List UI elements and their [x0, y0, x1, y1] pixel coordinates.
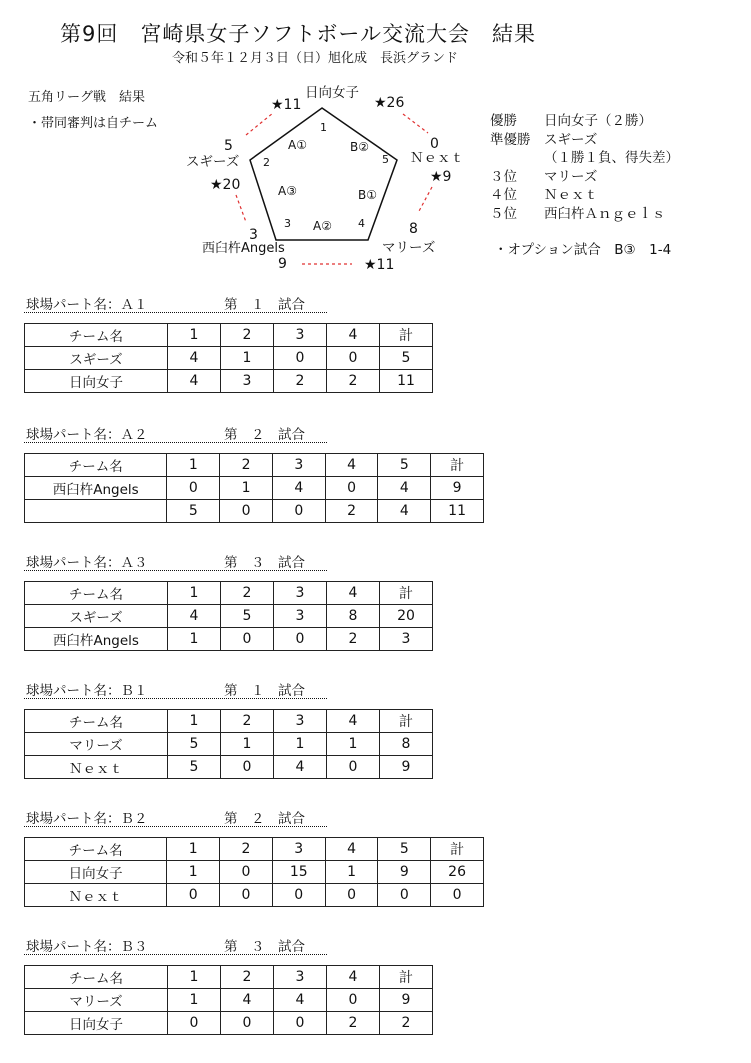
game-number: 第 １ 試合	[224, 297, 305, 313]
table-row	[25, 605, 433, 628]
standing-rank: 準優勝	[490, 131, 531, 148]
game-number: 第 １ 試合	[224, 683, 305, 699]
standing-team: 西臼杵Ａｎｇｅｌｓ	[544, 205, 666, 222]
total-cell: 2	[380, 1012, 433, 1035]
table-row	[25, 884, 484, 907]
team-cell: 日向女子	[25, 1012, 168, 1035]
score-cell: 0	[221, 756, 274, 779]
header-cell: 2	[220, 454, 273, 477]
corner-number-4: 4	[358, 217, 365, 230]
total-cell: 26	[431, 861, 484, 884]
header-cell: 計	[380, 582, 433, 605]
header-cell: チーム名	[25, 454, 167, 477]
score-cell: 1	[327, 733, 380, 756]
team-top: 日向女子	[305, 85, 359, 101]
standing-rank: 優勝	[490, 113, 517, 129]
total-cell: 5	[380, 347, 433, 370]
dash-right-top	[403, 114, 428, 133]
total-cell: 9	[380, 989, 433, 1012]
team-cell: マリーズ	[25, 733, 168, 756]
score-cell: 3	[221, 370, 274, 393]
score-cell: 4	[378, 500, 431, 523]
field-name: 球場パート名：Ｂ２	[26, 811, 148, 827]
score-cell: 4	[221, 989, 274, 1012]
score-cell: 0	[220, 884, 273, 907]
header-cell: 3	[274, 324, 327, 347]
header-cell: 1	[167, 454, 220, 477]
team-cell: 日向女子	[25, 370, 168, 393]
star-bottom: ★11	[364, 257, 395, 273]
score-cell: 2	[274, 370, 327, 393]
team-cell: スギーズ	[25, 347, 168, 370]
header-cell: 1	[168, 324, 221, 347]
score-cell: 0	[274, 347, 327, 370]
score-cell: 9	[378, 861, 431, 884]
page-title: 第9回 宮崎県女子ソフトボール交流大会 結果	[60, 22, 536, 46]
team-cell: 西臼杵Angels	[25, 477, 167, 500]
header-cell: 計	[380, 966, 433, 989]
team-cell: Ｎｅｘｔ	[25, 756, 168, 779]
star-right: ★9	[430, 169, 452, 185]
score-cell: 0	[325, 477, 378, 500]
total-cell: 9	[380, 756, 433, 779]
header-cell: 1	[168, 582, 221, 605]
header-cell: 5	[378, 454, 431, 477]
table-row	[25, 756, 433, 779]
header-cell: 計	[380, 710, 433, 733]
table-header-row	[25, 454, 484, 477]
header-cell: 2	[221, 324, 274, 347]
table-row	[25, 500, 484, 523]
standing-rank: ５位	[490, 205, 517, 222]
game-section-b1	[24, 678, 484, 779]
header-cell: チーム名	[25, 582, 168, 605]
header-cell: 2	[221, 966, 274, 989]
score-cell: 0	[272, 500, 325, 523]
score-cell: 2	[325, 500, 378, 523]
score-cell: 0	[272, 884, 325, 907]
header-cell: 2	[220, 838, 273, 861]
score-cell: 4	[274, 989, 327, 1012]
standing-rank	[490, 149, 544, 168]
standing-row	[490, 168, 679, 187]
corner-number-1: 1	[320, 121, 327, 134]
game-section-a1	[24, 292, 484, 393]
header-cell: チーム名	[25, 966, 168, 989]
score-cell: 4	[168, 370, 221, 393]
standing-rank: ４位	[490, 187, 517, 203]
score-cell: 0	[274, 1012, 327, 1035]
team-cell: スギーズ	[25, 605, 168, 628]
total-cell: 8	[380, 733, 433, 756]
score-cell: 4	[378, 477, 431, 500]
field-name: 球場パート名：Ｂ３	[26, 939, 148, 955]
team-cell: 西臼杵Angels	[25, 628, 168, 651]
game-section-b2	[24, 806, 484, 907]
game-header	[24, 934, 327, 955]
score-cell: 0	[221, 628, 274, 651]
team-cell: Ｎｅｘｔ	[25, 884, 167, 907]
score-table	[24, 965, 433, 1035]
header-cell: チーム名	[25, 838, 167, 861]
header-cell: 計	[431, 454, 484, 477]
game-header	[24, 292, 327, 313]
score-cell: 1	[221, 733, 274, 756]
score-cell: 4	[168, 347, 221, 370]
header-cell: チーム名	[25, 324, 168, 347]
game-header	[24, 678, 327, 699]
star-top-right: ★26	[374, 95, 405, 111]
field-label-a2: A②	[313, 219, 332, 233]
table-row	[25, 370, 433, 393]
standing-team: Ｎｅｘｔ	[544, 187, 598, 203]
game-number: 第 ３ 試合	[224, 939, 305, 955]
total-cell: 11	[380, 370, 433, 393]
game-header	[24, 422, 327, 443]
score-right-bottom: 8	[409, 221, 418, 237]
score-cell: 0	[327, 756, 380, 779]
score-cell: 0	[220, 861, 273, 884]
table-row	[25, 347, 433, 370]
field-name: 球場パート名：Ａ１	[26, 297, 148, 313]
table-row	[25, 628, 433, 651]
score-cell: 4	[272, 477, 325, 500]
header-cell: 3	[274, 966, 327, 989]
standing-team: スギーズ	[544, 131, 598, 148]
score-table	[24, 453, 484, 523]
header-cell: 1	[168, 710, 221, 733]
table-row	[25, 733, 433, 756]
header-cell: 1	[167, 838, 220, 861]
score-left-bottom: 3	[249, 227, 258, 243]
score-cell: 5	[167, 500, 220, 523]
score-cell: 5	[168, 756, 221, 779]
game-number: 第 ３ 試合	[224, 555, 305, 571]
option-game: ・オプション試合 B③ 1-4	[494, 242, 672, 258]
total-cell: 0	[431, 884, 484, 907]
header-cell: 1	[168, 966, 221, 989]
header-cell: 3	[274, 710, 327, 733]
table-header-row	[25, 710, 433, 733]
table-header-row	[25, 966, 433, 989]
score-cell: 8	[327, 605, 380, 628]
table-row	[25, 477, 484, 500]
score-cell: 1	[168, 989, 221, 1012]
total-cell: 3	[380, 628, 433, 651]
score-cell: 0	[220, 500, 273, 523]
score-table	[24, 709, 433, 779]
league-title: 五角リーグ戦 結果	[28, 90, 146, 105]
score-cell: 0	[325, 884, 378, 907]
standing-team: 日向女子（２勝）	[544, 113, 652, 129]
score-cell: 0	[327, 989, 380, 1012]
score-cell: 0	[378, 884, 431, 907]
score-cell: 1	[220, 477, 273, 500]
game-number: 第 ２ 試合	[224, 811, 305, 827]
header-cell: 2	[221, 582, 274, 605]
score-cell: 1	[167, 861, 220, 884]
header-cell: 4	[325, 454, 378, 477]
table-header-row	[25, 324, 433, 347]
team-cell	[25, 500, 167, 523]
game-number: 第 ２ 試合	[224, 427, 305, 443]
score-cell: 0	[167, 477, 220, 500]
score-cell: 0	[167, 884, 220, 907]
standing-rank: ３位	[490, 168, 517, 185]
score-cell: 2	[327, 370, 380, 393]
header-cell: 4	[327, 966, 380, 989]
game-section-a3	[24, 550, 484, 651]
table-row	[25, 989, 433, 1012]
score-cell: 3	[274, 605, 327, 628]
corner-number-2: 2	[263, 156, 270, 169]
dash-left	[236, 195, 246, 222]
game-section-b3	[24, 934, 484, 1035]
score-bottom: 9	[278, 256, 287, 272]
score-right-top: 0	[430, 136, 439, 152]
star-left: ★20	[210, 177, 241, 193]
field-label-a1: A①	[288, 138, 307, 152]
team-cell: 日向女子	[25, 861, 167, 884]
score-cell: 5	[168, 733, 221, 756]
game-header	[24, 806, 327, 827]
score-cell: 0	[221, 1012, 274, 1035]
score-cell: 5	[221, 605, 274, 628]
standing-team: （１勝１負、得失差）	[544, 150, 679, 166]
game-section-a2	[24, 422, 484, 523]
event-date-venue: 令和５年１２月３日（日）旭化成 長浜グランド	[172, 51, 459, 66]
team-cell: マリーズ	[25, 989, 168, 1012]
star-top-left: ★11	[271, 97, 302, 113]
team-bottom-right: マリーズ	[382, 240, 436, 256]
field-label-a3: A③	[278, 184, 297, 198]
field-name: 球場パート名：Ａ３	[26, 555, 148, 571]
score-table	[24, 581, 433, 651]
corner-number-5: 5	[382, 153, 389, 166]
team-bottom-left: 西臼杵Angels	[202, 241, 285, 256]
score-cell: 0	[274, 628, 327, 651]
table-row	[25, 861, 484, 884]
table-header-row	[25, 838, 484, 861]
total-cell: 11	[431, 500, 484, 523]
final-standings	[490, 112, 679, 223]
standing-row	[490, 112, 679, 131]
score-cell: 15	[272, 861, 325, 884]
score-table	[24, 837, 484, 907]
total-cell: 20	[380, 605, 433, 628]
standing-row	[490, 131, 679, 150]
dash-left-top	[246, 113, 273, 135]
umpire-note: ・帯同審判は自チーム	[28, 116, 159, 131]
header-cell: 計	[380, 324, 433, 347]
header-cell: 3	[272, 838, 325, 861]
header-cell: 計	[431, 838, 484, 861]
header-cell: 3	[274, 582, 327, 605]
header-cell: 4	[327, 582, 380, 605]
corner-number-3: 3	[284, 217, 291, 230]
header-cell: 4	[327, 710, 380, 733]
table-row	[25, 1012, 433, 1035]
score-cell: 1	[325, 861, 378, 884]
table-header-row	[25, 582, 433, 605]
score-cell: 2	[327, 628, 380, 651]
total-cell: 9	[431, 477, 484, 500]
header-cell: 3	[272, 454, 325, 477]
score-cell: 1	[274, 733, 327, 756]
field-name: 球場パート名：Ａ２	[26, 427, 148, 443]
score-cell: 4	[274, 756, 327, 779]
header-cell: 2	[221, 710, 274, 733]
dash-right	[418, 187, 432, 213]
field-name: 球場パート名：Ｂ１	[26, 683, 148, 699]
header-cell: 4	[325, 838, 378, 861]
standing-row	[490, 205, 679, 224]
score-cell: 0	[168, 1012, 221, 1035]
score-cell: 2	[327, 1012, 380, 1035]
header-cell: チーム名	[25, 710, 168, 733]
standing-team: マリーズ	[544, 168, 598, 185]
score-cell: 0	[327, 347, 380, 370]
standing-row	[490, 186, 679, 205]
header-cell: 4	[327, 324, 380, 347]
score-cell: 4	[168, 605, 221, 628]
game-header	[24, 550, 327, 571]
score-cell: 1	[168, 628, 221, 651]
team-left: スギーズ	[186, 154, 240, 170]
score-table	[24, 323, 433, 393]
score-left-top: 5	[224, 138, 233, 154]
header-cell: 5	[378, 838, 431, 861]
score-cell: 1	[221, 347, 274, 370]
field-label-b1: B①	[358, 188, 377, 202]
standing-row	[490, 149, 679, 168]
field-label-b2: B②	[350, 140, 369, 154]
team-right: Ｎｅｘｔ	[410, 150, 464, 166]
